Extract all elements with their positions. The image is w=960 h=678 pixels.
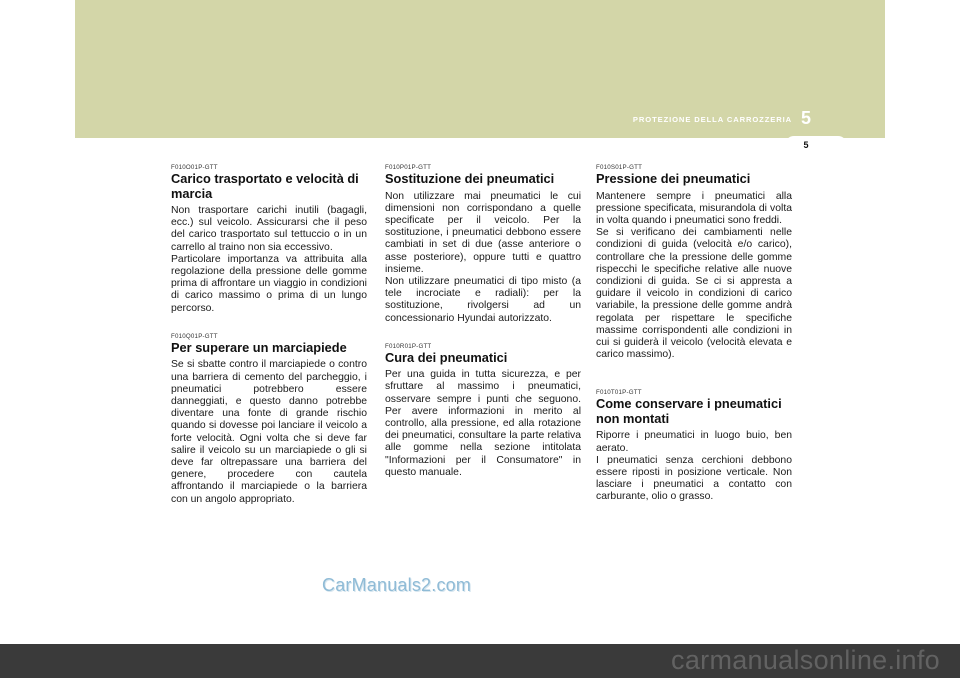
watermark-link[interactable]: CarManuals2.com xyxy=(322,575,472,595)
section-cura xyxy=(385,343,581,479)
section-code: F010R01P-GTT xyxy=(385,342,432,350)
paragraph: I pneumatici senza cerchioni debbono essere riposti in posizione verticale. Non lasciare i pneumatici a contatto con carburante, olio o grasso. xyxy=(596,454,792,503)
section-title: Cura dei pneumatici xyxy=(385,349,508,365)
paragraph: Se si sbatte contro il marciapiede o contro una barriera di cemento del parcheggio, i pneumatici potrebbero essere danneggiati, e questo danno potrebbe diventare una fonte di grande rischio quando si dovesse poi lanciare il veicolo a forte velocità. Ogni volta che si deve far salire il veicolo su un marciapiede o gli si deve far oltrepassare una barriera del genere, procedere con cautela affrontando il marciapiede o la barriera con un angolo appropriato. xyxy=(171,359,367,505)
section-title: Carico trasportato e velocità di marcia xyxy=(171,171,359,201)
section-title: Pressione dei pneumatici xyxy=(596,171,751,186)
paragraph: Mantenere sempre i pneumatici alla pressione specificata, misurandola di volta in volta quando i pneumatici sono freddi. xyxy=(596,190,792,226)
footer-site-link[interactable]: carmanualsonline.info xyxy=(671,645,940,675)
text-column-2 xyxy=(385,164,581,493)
chapter-title: PROTEZIONE DELLA CARROZZERIA xyxy=(632,115,792,124)
text-column-3 xyxy=(596,164,792,518)
section-code: F010O01P-GTT xyxy=(171,164,218,171)
paragraph: Se si verificano dei cambiamenti nelle condizioni di guida (velocità e/o carico), controllare che la pressione delle gomme rispecchi le specifiche relative alle nuove condizioni di guida. Se ci si appresta a guidare il veicolo in condizioni di carico variabile, la pressione delle gomme andrà regolata per rispettare le specifiche massime corrispondenti alle condizioni in cui si guiderà il veicolo (velocità elevata e carico massimo). xyxy=(596,227,792,361)
section-title: Sostituzione dei pneumatici xyxy=(385,171,555,186)
paragraph: Non utilizzare pneumatici di tipo misto (a tele incrociate e radiali): per la sostituzione, rivolgersi ad un concessionario Hyundai autorizzato. xyxy=(385,275,581,324)
page-number: 5 xyxy=(803,140,809,150)
section-conservare xyxy=(596,389,792,503)
page-tab xyxy=(785,136,847,153)
section-marciapiede xyxy=(171,333,367,506)
paragraph: Per una guida in tutta sicurezza, e per sfruttare al massimo i pneumatici, osservare sempre i punti che seguono. Per avere informazioni in merito al controllo, alla pressione, ed alla rotazione dei pneumatici, consultare la parte relativa alle gomme nella sezione intitolata "Informazioni per il Consumatore" in questo manuale. xyxy=(385,369,581,478)
paragraph: Riporre i pneumatici in luogo buio, ben aerato. xyxy=(596,430,792,454)
paragraph: Non trasportare carichi inutili (bagagli, ecc.) sul veicolo. Assicurarsi che il peso del carico trasportato sul tettuccio o in un carrello al traino non sia eccessivo. xyxy=(171,205,367,253)
section-carico xyxy=(171,164,367,315)
section-code: F010Q01P-GTT xyxy=(171,332,218,340)
section-sostituzione xyxy=(385,164,581,325)
section-code: F010P01P-GTT xyxy=(385,164,432,171)
text-column-1 xyxy=(171,164,367,520)
section-title: Come conservare i pneumatici non montati xyxy=(596,396,782,426)
paragraph: Particolare importanza va attribuita alla regolazione della pressione delle gomme prima di affrontare un viaggio in condizioni di carico massimo o prima di un lungo percorso. xyxy=(171,253,367,314)
section-pressione xyxy=(596,164,792,361)
chapter-number: 5 xyxy=(800,108,811,128)
paragraph: Non utilizzare mai pneumatici le cui dimensioni non corrispondano a quelle specificate per il veicolo. Per la sostituzione, i pneumatici debbono essere cambiati in set di due (asse anteriore o asse posteriore), oppure tutti e quattro insieme. xyxy=(385,190,581,275)
section-code: F010S01P-GTT xyxy=(596,164,643,171)
section-title: Per superare un marciapiede xyxy=(171,339,347,355)
section-code: F010T01P-GTT xyxy=(596,389,642,397)
